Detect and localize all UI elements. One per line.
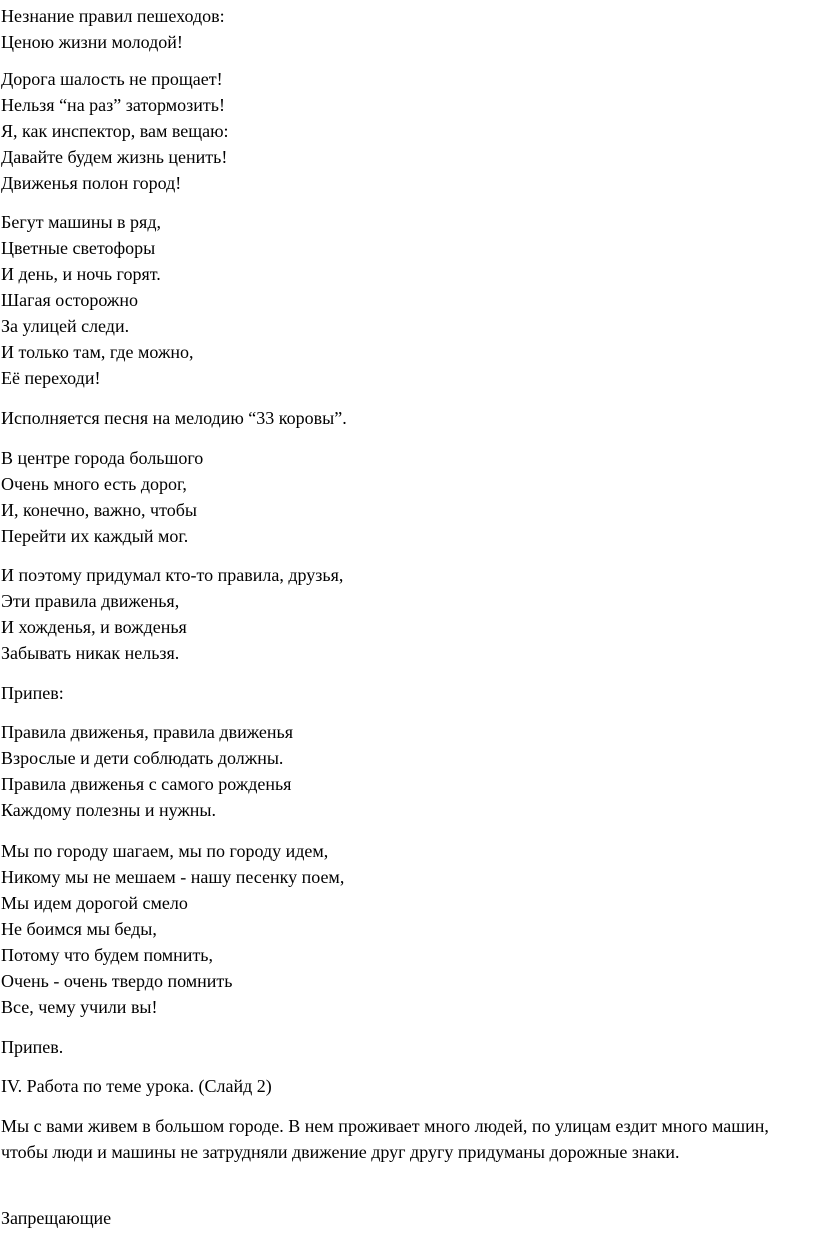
text-line: Движенья полон город! — [1, 173, 182, 193]
text-line: Не боимся мы беды, — [1, 919, 157, 939]
text-line: Нельзя “на раз” затормозить! — [1, 95, 225, 115]
text-line: Я, как инспектор, вам вещаю: — [1, 121, 229, 141]
text-line: Правила движенья с самого рожденья — [1, 774, 292, 794]
text-line: Мы по городу шагаем, мы по городу идем, — [1, 841, 329, 861]
text-line: И только там, где можно, — [1, 342, 194, 362]
text-line: Давайте будем жизнь ценить! — [1, 147, 228, 167]
text-line: Дорога шалость не прощает! — [1, 69, 223, 89]
section-heading: IV. Работа по теме урока. (Слайд 2) — [1, 1076, 272, 1096]
body-paragraph: Мы с вами живем в большом городе. В нем проживает много людей, по улицам ездит много машин, чтобы люди и машины не затрудняли движение друг другу придуманы дорожные знаки. — [1, 1116, 769, 1162]
text-line: Припев: — [1, 683, 64, 703]
text-line: Перейти их каждый мог. — [1, 526, 189, 546]
text-line: Её переходи! — [1, 368, 101, 388]
text-line: Все, чему учили вы! — [1, 997, 158, 1017]
text-line: Очень - очень твердо помнить — [1, 971, 233, 991]
text-line: Очень много есть дорог, — [1, 474, 187, 494]
text-line: Цветные светофоры — [1, 238, 156, 258]
text-line: И день, и ночь горят. — [1, 264, 161, 284]
text-line: Припев. — [1, 1037, 64, 1057]
text-line: Эти правила движенья, — [1, 591, 180, 611]
text-line: И хожденья, и вожденья — [1, 617, 187, 637]
text-line: Исполняется песня на мелодию “33 коровы”. — [1, 408, 347, 428]
text-line: Каждому полезны и нужны. — [1, 800, 217, 820]
text-line: Шагая осторожно — [1, 290, 138, 310]
text-line: Мы идем дорогой смело — [1, 893, 188, 913]
text-line: Взрослые и дети соблюдать должны. — [1, 748, 284, 768]
text-line: Ценою жизни молодой! — [1, 32, 183, 52]
text-line: И, конечно, важно, чтобы — [1, 500, 197, 520]
text-line: Бегут машины в ряд, — [1, 212, 161, 232]
text-line: Незнание правил пешеходов: — [1, 6, 225, 26]
text-line: Правила движенья, правила движенья — [1, 722, 294, 742]
text-line: В центре города большого — [1, 448, 204, 468]
text-line: Потому что будем помнить, — [1, 945, 214, 965]
text-line: Забывать никак нельзя. — [1, 643, 180, 663]
text-line: За улицей следи. — [1, 316, 130, 336]
text-line: Запрещающие — [1, 1208, 112, 1228]
text-line: Никому мы не мешаем - нашу песенку поем, — [1, 867, 345, 887]
text-line: И поэтому придумал кто-то правила, друзья, — [1, 565, 344, 585]
